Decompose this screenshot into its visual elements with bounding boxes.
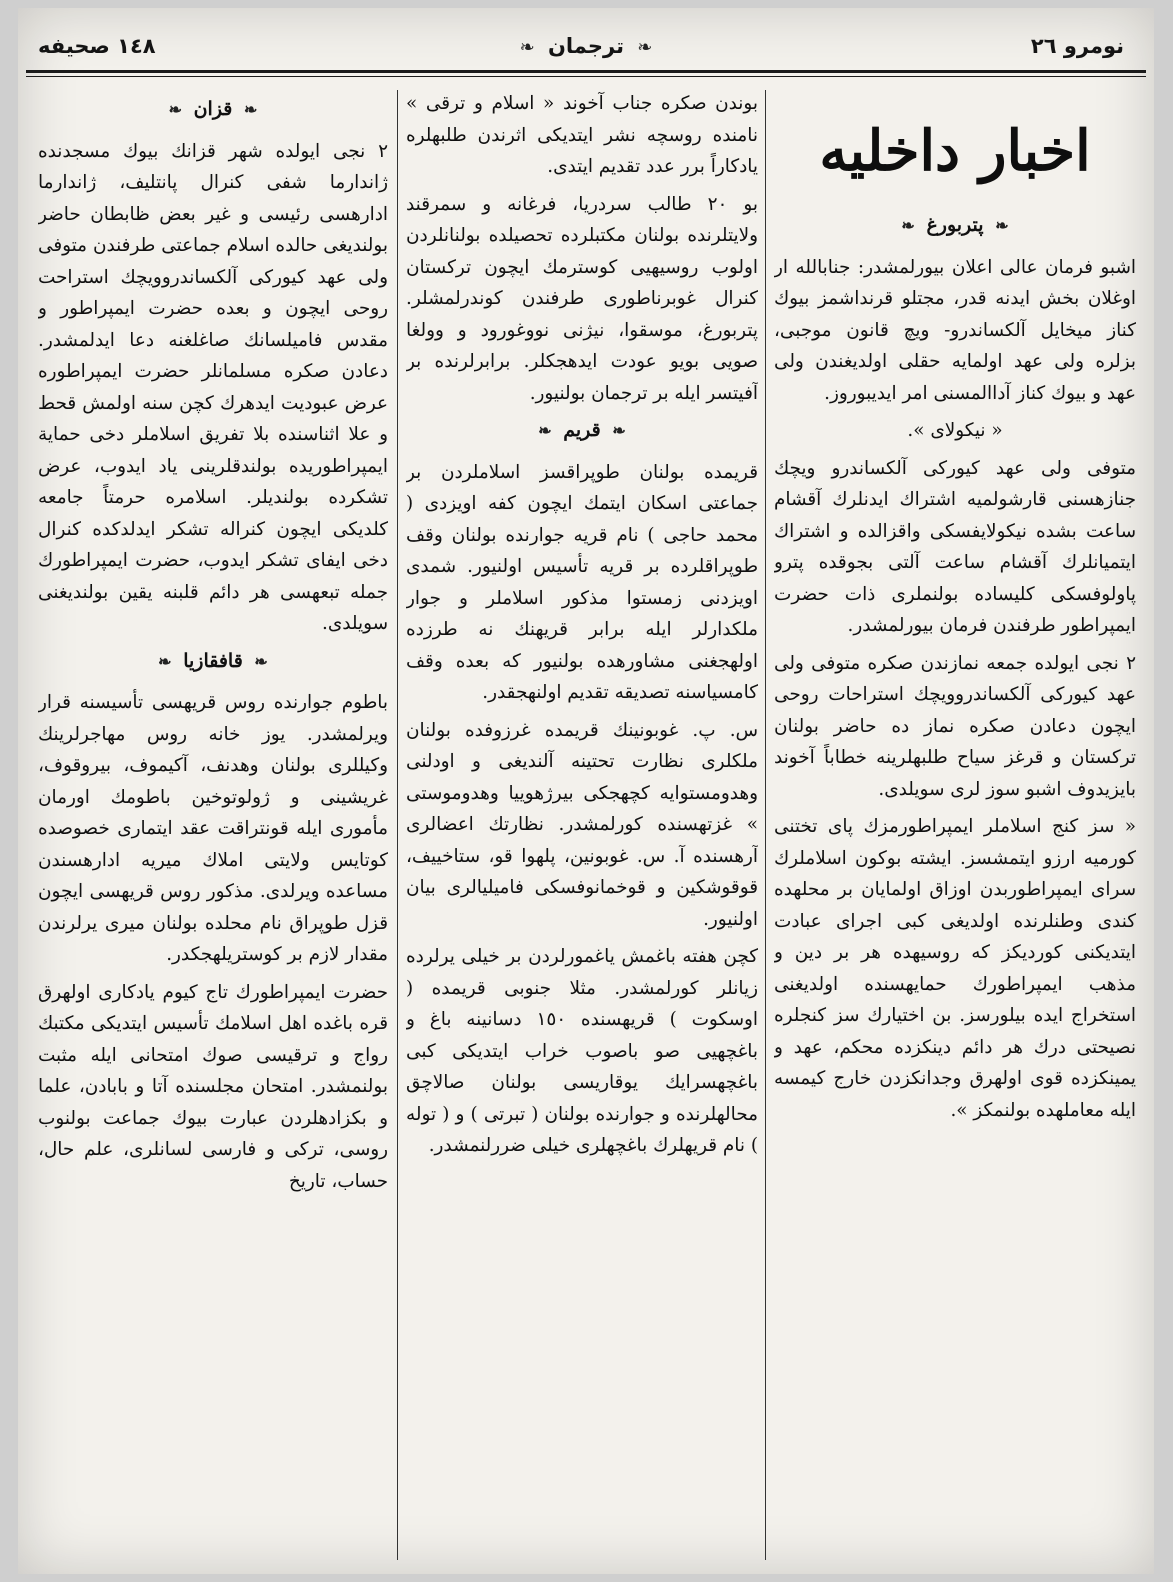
page-number: ١٤٨ صحيفه — [38, 34, 156, 58]
section-heading — [774, 210, 1136, 242]
article-paragraph: بو ٢٠ طالب سردريا، فرغانه و سمرقند ولايتلرنده بولنان مكتبلرده تحصيلده بولنانلردن اولوب روسيهيى كوسترمك ايچون تركستان كنرال غوبرناطورى طرفندن كوندرلمشلر. پتربورغ، موسقوا، نيژنى نووغورود و وولغا صويى بويو عودت ايدهجكلر. برابرلرنده بر آفيتسر ايله بر ترجمان بولنيور. — [406, 193, 758, 404]
page-header — [18, 28, 1154, 72]
ornament-icon: ❧ — [637, 37, 653, 58]
column-left — [38, 88, 388, 1566]
ornament-icon: ❧ — [519, 37, 535, 58]
article-paragraph: « نيكولاى ». — [907, 420, 1003, 441]
article-paragraph: باطوم جوارنده روس قريهسى تأسيسنه قرار ويرلمشدر. يوز خانه روس مهاجرلرينك وكيللرى بولنان وهدنف، آكيموف، بيروقوف، غريشينى و ژولوتوخين باطومك اورمان مأمورى ايله قونتراقت عقد ايتمارى خصوصده كوتايس ولايتى املاك ميريه ادارهسندن مساعده ويرلدى. مذكور روس قريهسى ايچون قزل طوپراق نام محلده بولنان ميرى يرلرندن مقدار لازم بر كوستريلهجكدر. — [38, 692, 388, 965]
ornament-icon: ❧ — [168, 100, 182, 119]
ornament-icon: ❧ — [244, 100, 258, 119]
column-middle — [406, 88, 758, 1566]
newspaper-page — [18, 8, 1154, 1574]
section-heading — [406, 415, 758, 447]
article-paragraph: قريمده بولنان طوپراقسز اسلاملردن بر جماعتى اسكان ايتمك ايچون كفه اويزدى ( محمد حاجى ) نام قريه جوارنده بولنان وقف طوپراقلرده بر قريه تأسيس اولنيور. شمدى اويزدنى زمستوا مذكور اسلاملر و جوار ملكدارلر ايله برابر قريهنك نه طرزده اولهجغنى مشاورهده بولنيور كه بعده وقف كامسياسنه تصديقه تقديم اولنهجقدر. — [406, 461, 758, 703]
article-paragraph: حضرت ايمپراطورك تاج كيوم يادكارى اولهرق قره باغده اهل اسلامك تأسيس ايتديكى مكتبك رواج و ترقيسى صوك امتحانى ايله مثبت بولنمشدر. امتحان مجلسنده آتا و بابادن، علما و بكزادهلردن عبارت بيوك جماعت بولنوب روسى، تركى و فارسى لسانلرى، علم حال، حساب، تاريخ — [38, 981, 388, 1192]
article-paragraph: ٢ نجى ايولده جمعه نمازندن صكره متوفى ولى عهد كيوركى آلكساندروويچك استراحات روحى ايچون دعادن صكره نماز ده حاضر بولنان تركستان و قرغز سياح طلبهلرينه خطاباً آخوند بايزيدوف اشبو سوز لرى سويلدى. — [774, 652, 1136, 800]
article-paragraph: س. پ. غوبونينك قريمده غرزوفده بولنان ملكلرى نظارت تحتينه آلنديغى و اودلنى وهدومستوايه كچهجكى بيرژهوييا وهدوموستى » غزتهسنده كورلمشدر. نظارتك اعضالرى آرهسنده آ. س. غوبونين، پلهوا قو، ستاخييف، قوقوشكين و قوخمانوفسكى فاميليالرى بيان اولنيور. — [406, 719, 758, 930]
article-paragraph: بوندن صكره جناب آخوند « اسلام و ترقى » نامنده روسچه نشر ايتديكى اثرندن طلبهلره يادكاراً برر عدد تقديم ايتدى. — [406, 93, 758, 177]
ornament-icon: ❧ — [612, 421, 626, 440]
section-heading-text: قزان — [193, 98, 233, 120]
column-divider — [397, 90, 398, 1560]
header-rule — [26, 70, 1146, 73]
section-heading-text: پتربورغ — [926, 214, 984, 236]
issue-number: نومرو ٢٦ — [1030, 34, 1124, 58]
article-paragraph: متوفى ولى عهد كيوركى آلكساندرو ويچك جنازهسنى قارشولميه اشتراك ايدنلرك آقشام ساعت بشده نيكولايفسكى واقزالده و اشتراك ايتميانلرك آقشام ساعت آلتى بجوقده پترو پاولوفسكى كليساده بولنملرى ذات حضرت ايمپراطور طرفندن فرمان بيورلمشدر. — [774, 457, 1136, 636]
section-heading-text: قريم — [563, 419, 601, 441]
ornament-icon: ❧ — [901, 216, 915, 235]
column-right — [774, 88, 1136, 1566]
section-heading-text: قافقازيا — [183, 649, 243, 672]
article-paragraph: ٢ نجى ايولده شهر قزانك بيوك مسجدنده ژاندارما شفى كنرال پانتليف، ژاندارما ادارهسى رئيسى و غير بعض ظابطان حاضر بولنديغى حالده اسلام جماعتى طرفندن متوفى ولى عهد كيوركى آلكساندروويچك استراحت روحى ايچون و بعده حضرت ايمپراطور و مقدس فاميلسانك صاغلغنه دعا ايدلمشدر. دعادن صكره مسلمانلر حضرت ايمپراطوره عرض عبوديت ايدهرك كچن سنه اولمش قحط و علا اثناسنده بلا تفريق اسلاملر دخى حماية ايمپراطوريده بولندقلرينى ياد ايدوب، عرض تشكرده بولنديلر. اسلامره حرمتاً جامعه كلديكى ايچون كنراله تشكر ايدلدكده كنرال دخى ايفاى تشكر ايدوب، حضرت ايمپراطورك جمله تبعهسى هر دائم قلبنه يقين بولنديغنى سويلدى. — [38, 140, 388, 634]
section-heading — [38, 646, 388, 678]
newspaper-title-text: ترجمان — [548, 34, 624, 58]
ornament-icon: ❧ — [538, 421, 552, 440]
article-paragraph: كچن هفته باغمش ياغمورلردن بر خيلى يرلرده زيانلر كورلمشدر. مثلا جنوبى قريمده ( اوسكوت ) قريهسنده ١٥٠ دسانينه باغ و باغچهيى صو باصوب خراب ايتديكى كبى باغچهسرايك يوقاريسى بولنان صالاچق محالهلرنده و جوارنده بولنان ( تبرتى ) و ( توله ) نام قريهلرك باغچهلرى خيلى ضررلنمشدر. — [406, 946, 758, 1156]
newspaper-title — [18, 34, 1154, 58]
header-rule-thin — [26, 76, 1146, 77]
article-paragraph: اشبو فرمان عالى اعلان بيورلمشدر: جنابالله ار اوغلان بخش ايدنه قدر، مجتلو قرنداشمز بيوك كناز ميخايل آلكساندرو- ويچ قانون موجبى، بزلره ولى عهد اولمايه حقلى اولديغندن ولى عهد و بيوك كناز آداالمسنى امر ايديبوروز. — [774, 256, 1136, 404]
ornament-icon: ❧ — [995, 216, 1009, 235]
ornament-icon: ❧ — [158, 651, 172, 671]
column-divider — [765, 90, 766, 1560]
ornament-icon: ❧ — [254, 651, 268, 671]
section-heading — [38, 94, 388, 126]
article-paragraph: « سز كنج اسلاملر ايمپراطورمزك پاى تختنى كورميه ارزو ايتمشسز. ايشته بوكون اسلاملرك سراى ايمپراطوربدن اوزاق اولمايان بر محلهده كندى وطنلرنده اولديغى كبى اجراى عبادت ايتديكنى كورديكز كه روسيهده هر بر دين و مذهب ايمپراطورك حمايهسنده اولديغنى استخراج ايده بيلورسز. بن اختيارك سز كنجلره نصيحتى درك هر دائم دينكزده محكم، عهد و يمينكزده قوى اولهرق وجدانكزدن خارج كيمسه ايله معاملهده بولنمكز ». — [774, 816, 1136, 1121]
section-masthead: اخبار داخليه — [819, 118, 1091, 184]
